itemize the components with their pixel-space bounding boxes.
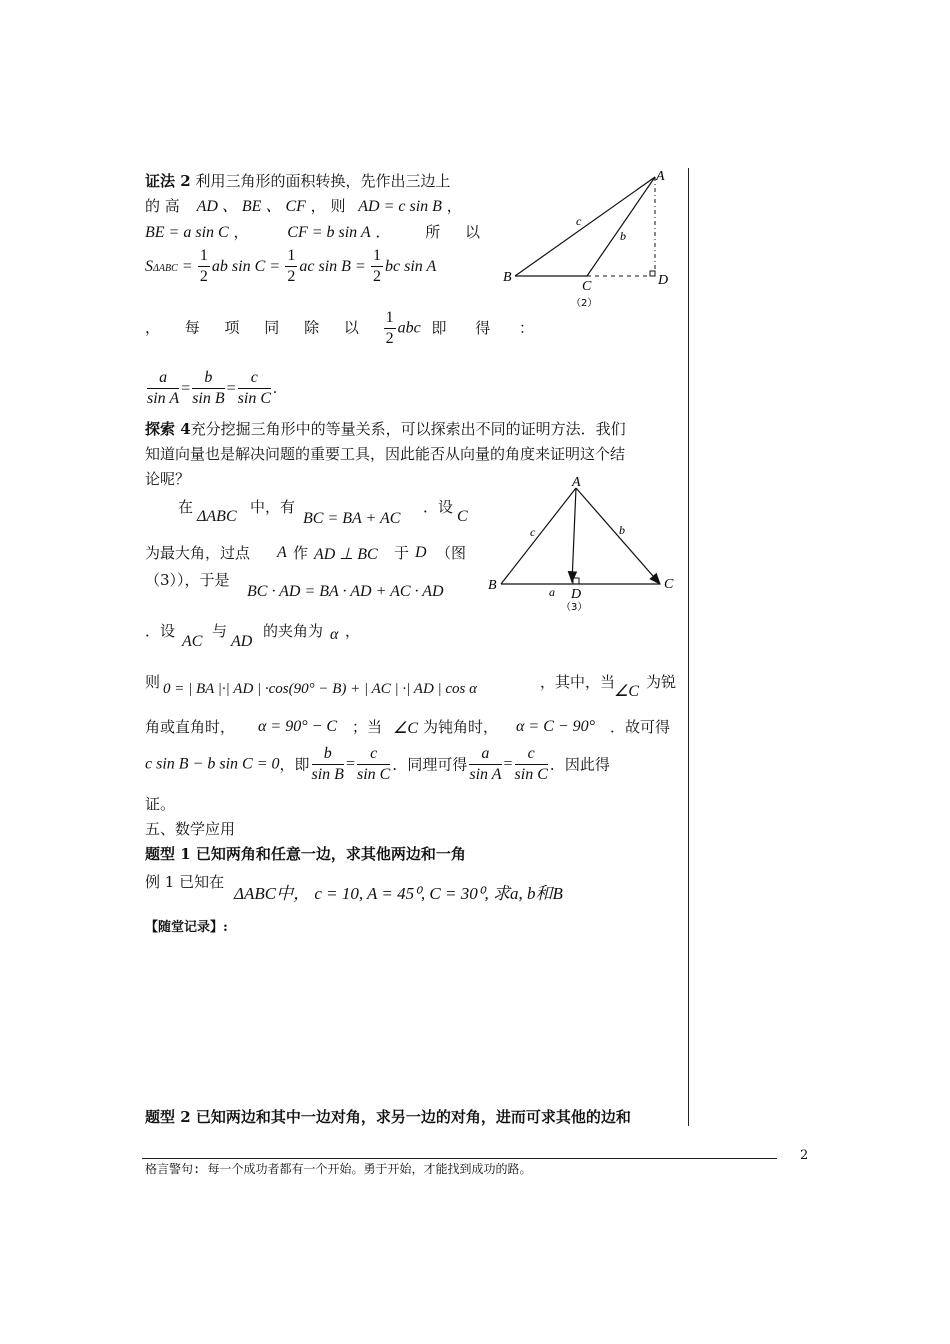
explore4-text: ．因此得 <box>549 755 610 774</box>
triangle-symbol: ΔABC <box>197 508 237 525</box>
explore4-text: 为锐 <box>646 673 677 691</box>
dot-product-equation: BC · AD = BA · AD + AC · AD <box>247 583 444 600</box>
vector-AC: AC <box>182 633 203 650</box>
point-D: D <box>415 544 427 561</box>
vector-AD <box>572 488 576 582</box>
label-D: D <box>658 273 669 288</box>
angle-equation: 0 = | BA |·| AD | ·cos(90° − B) + | AC | ·| AD | cos α <box>163 681 478 697</box>
vector-AC <box>576 488 660 584</box>
proof2-line1 <box>145 170 450 192</box>
label-B: B <box>488 578 497 593</box>
label-B: B <box>503 270 512 285</box>
problem-type-1: 题型 1 已知两角和任意一边，求其他两边和一角 <box>145 845 466 863</box>
proof2-line2: 的 高 AD 、 BE 、 CF ， 则 AD = c sin B ， <box>145 197 462 215</box>
explore4-text: ，其中，当 <box>540 673 616 691</box>
label-c: c <box>576 214 582 228</box>
example-1-label: 例 1 已知在 <box>145 873 225 891</box>
explore4-line1 <box>145 418 626 440</box>
right-angle-mark <box>573 578 579 584</box>
class-notes-label: 【随堂记录】: <box>145 920 228 935</box>
alpha-symbol: α <box>330 626 339 643</box>
divisor: abc <box>397 319 421 337</box>
explore4-line2: 知道向量也是解决问题的重要工具，因此能否从向量的角度来证明这个结 <box>145 445 626 463</box>
explore4-text: ， <box>345 622 361 640</box>
explore4-text: 角或直角时， <box>145 718 236 736</box>
problem-type-2: 题型 2 已知两边和其中一边对角，求另一边的对角，进而可求其他的边和 <box>145 1108 631 1126</box>
side-b <box>587 177 655 276</box>
explore4-text: 则 <box>145 673 161 691</box>
explore4-text: 于 <box>394 544 410 562</box>
alpha-equation: α = C − 90° <box>516 718 596 735</box>
label-a: a <box>549 585 555 599</box>
divide-line: ， 每 项 同 除 以 $\frac{1}{2}$ abc 即 得 ： <box>145 309 547 347</box>
alpha-equation: α = 90° − C <box>258 718 338 735</box>
angle-C: ∠C <box>614 683 640 700</box>
explore4-text: ．设 <box>145 622 176 640</box>
explore4-text: 充分挖掘三角形中的等量关系，可以探索出不同的证明方法．我们 <box>190 420 626 438</box>
label-C: C <box>664 577 674 592</box>
margin-rule <box>688 168 689 1126</box>
proof2-heading: 证法 2 <box>145 172 191 190</box>
vector-equation: BC = BA + AC <box>303 510 401 527</box>
caption: （3） <box>561 602 588 613</box>
explore4-text: 在 <box>178 498 194 516</box>
label-c: c <box>530 525 536 539</box>
side-c <box>501 488 576 584</box>
proof2-line3: BE = a sin C ， CF = b sin A ． 所 以 <box>145 223 491 241</box>
page-number: 2 <box>800 1148 809 1163</box>
side-c <box>515 177 655 276</box>
label-A: A <box>656 169 665 184</box>
altitudes: AD 、 BE 、 CF <box>196 198 306 215</box>
label-A: A <box>572 475 581 490</box>
law-of-sines: $\frac{a}{\text{sin A}}$ = $\frac{b}{\text{sin B}}$ = $\frac{c}{\text{sin C}}$ . <box>147 369 278 407</box>
section-heading: 五、数学应用 <box>145 820 236 838</box>
point-C: C <box>457 508 468 525</box>
explore4-text: （图 <box>436 544 467 562</box>
area-formula: SΔABC = $\frac{1}{2}$ ab sin C = $\frac{1}{2}$ ac sin B = $\frac{1}{2}$ bc sin A <box>145 247 437 285</box>
explore4-text: ．故可得 <box>610 718 671 736</box>
area-term: ab sin C <box>211 258 266 275</box>
explore4-text: 为钝角时， <box>423 718 499 736</box>
area-symbol: S <box>145 258 153 275</box>
explore4-text: （3）），于是 <box>145 571 230 589</box>
explore4-text: ．设 <box>423 498 454 516</box>
explore4-text: ．同理可得 <box>392 755 468 774</box>
perpendicular: AD ⊥ BC <box>314 546 378 563</box>
explore4-text: 中，有 <box>250 498 296 516</box>
explore4-text: ；当 <box>352 718 383 736</box>
explore4-text: 的夹角为 <box>263 622 324 640</box>
label-b: b <box>620 229 626 243</box>
proof2-text: 即 得 ： <box>431 318 547 337</box>
explore4-text: 证。 <box>145 795 176 813</box>
result-line: c sin B − b sin C = 0，即 $\frac{b}{\text{sin B}}$ = $\frac{c}{\text{sin C}}$ ．同理可得 $\frac{a}{\text{sin A}}$ = $\frac{c}{\text{sin C}}$ ．因此得 <box>145 745 610 783</box>
footer-motto: 格言警句: 每一个成功者都有一个开始。勇于开始，才能找到成功的路。 <box>145 1162 532 1176</box>
explore4-line3: 论呢？ <box>145 470 191 488</box>
explore4-heading: 探索 4 <box>145 420 191 438</box>
equation: CF = b sin A <box>287 224 371 241</box>
equation: BE = a sin C <box>145 224 229 241</box>
proof2-text: 的 高 <box>145 197 180 215</box>
explore4-text: 为最大角，过点 <box>145 544 251 562</box>
area-subscript: ΔABC <box>153 263 178 274</box>
figure-2 <box>495 160 685 310</box>
caption: （2） <box>571 298 598 309</box>
area-term: bc sin A <box>385 258 437 275</box>
label-b: b <box>619 523 625 537</box>
example-1-math: ΔABC中， c = 10, A = 45⁰, C = 30⁰, 求a, b和B <box>234 884 563 903</box>
area-term: ac sin B <box>299 258 351 275</box>
label-D: D <box>571 587 582 602</box>
point-A: A <box>277 544 287 561</box>
proof2-text: 所 以 <box>425 223 491 241</box>
explore4-text: 与 <box>212 622 228 640</box>
proof2-text: ， 则 <box>310 197 346 215</box>
label-C: C <box>582 279 592 294</box>
proof2-text: ， 每 项 同 除 以 <box>145 318 369 337</box>
figure-3 <box>485 472 685 617</box>
explore4-text: 作 <box>293 544 309 562</box>
proof2-text: 利用三角形的面积转换，先作出三边上 <box>195 172 451 190</box>
equation: AD = c sin B <box>358 198 442 215</box>
angle-C: ∠C <box>393 720 419 737</box>
explore4-text: ，即 <box>279 755 310 774</box>
vector-AD: AD <box>231 633 253 650</box>
result-equation: c sin B − b sin C = 0 <box>145 755 280 773</box>
right-angle-mark <box>650 271 655 276</box>
